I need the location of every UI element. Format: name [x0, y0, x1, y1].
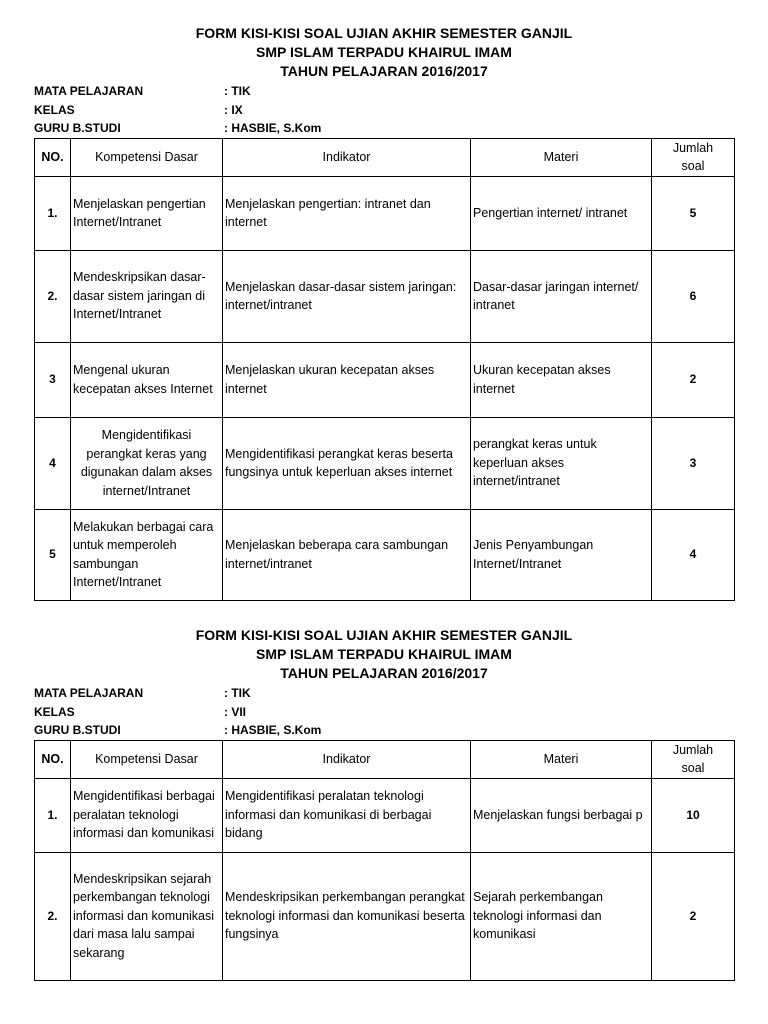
cell-kompetensi-dasar: Melakukan berbagai cara untuk memperoleh sambungan Internet/Intranet	[71, 509, 223, 600]
info-label: MATA PELAJARAN	[34, 84, 144, 98]
cell-indikator: Menjelaskan ukuran kecepatan akses internet	[223, 342, 471, 417]
info-row-teacher	[34, 721, 734, 740]
header-jumlah-line1: Jumlah	[672, 140, 714, 155]
cell-kompetensi-dasar: Mengidentifikasi perangkat keras yang digunakan dalam akses internet/Intranet	[71, 417, 223, 509]
form-section-1	[34, 24, 734, 601]
info-label: GURU B.STUDI	[34, 723, 121, 737]
table-header-row	[35, 138, 735, 176]
cell-materi: Pengertian internet/ intranet	[471, 176, 652, 250]
cell-indikator: Mendeskripsikan perkembangan perangkat teknologi informasi dan komunikasi beserta fungsinya	[223, 852, 471, 980]
cell-no: 1.	[35, 176, 71, 250]
header-kompetensi-dasar: Kompetensi Dasar	[71, 138, 223, 176]
cell-kompetensi-dasar: Mendeskripsikan dasar-dasar sistem jaringan di Internet/Intranet	[71, 250, 223, 342]
cell-kompetensi-dasar: Mengenal ukuran kecepatan akses Internet	[71, 342, 223, 417]
cell-no: 2.	[35, 852, 71, 980]
cell-indikator: Mengidentifikasi perangkat keras beserta fungsinya untuk keperluan akses internet	[223, 417, 471, 509]
header-indikator: Indikator	[223, 138, 471, 176]
header-no: NO.	[35, 138, 71, 176]
info-block	[34, 82, 734, 138]
header-jumlah-line2: soal	[681, 761, 705, 775]
cell-indikator: Mengidentifikasi peralatan teknologi informasi dan komunikasi di berbagai bidang	[223, 778, 471, 852]
cell-jumlah: 2	[652, 342, 735, 417]
table-row	[35, 176, 735, 250]
cell-no: 1.	[35, 778, 71, 852]
table-row	[35, 852, 735, 980]
cell-materi: Dasar-dasar jaringan internet/ intranet	[471, 250, 652, 342]
form-title: FORM KISI-KISI SOAL UJIAN AKHIR SEMESTER GANJIL	[195, 25, 573, 41]
info-label: KELAS	[34, 102, 75, 117]
info-row-class	[34, 101, 734, 120]
info-value: : HASBIE, S.Kom	[224, 723, 322, 737]
table-row	[35, 509, 735, 600]
cell-materi: Sejarah perkembangan teknologi informasi dan komunikasi	[471, 852, 652, 980]
form-title-block	[34, 24, 734, 81]
cell-indikator: Menjelaskan pengertian: intranet dan internet	[223, 176, 471, 250]
info-label: MATA PELAJARAN	[34, 686, 144, 700]
cell-kompetensi-dasar: Mendeskripsikan sejarah perkembangan teknologi informasi dan komunikasi dari masa lalu sampai sekarang	[71, 852, 223, 980]
cell-jumlah: 5	[652, 176, 735, 250]
info-value: : HASBIE, S.Kom	[224, 121, 322, 135]
table-row	[35, 417, 735, 509]
cell-jumlah: 4	[652, 509, 735, 600]
header-kompetensi-dasar: Kompetensi Dasar	[71, 740, 223, 778]
info-value: : TIK	[224, 84, 251, 98]
cell-kompetensi-dasar: Menjelaskan pengertian Internet/Intranet	[71, 176, 223, 250]
cell-no: 5	[35, 509, 71, 600]
header-jumlah-line2: soal	[681, 159, 705, 173]
info-row-subject	[34, 82, 734, 101]
academic-year: TAHUN PELAJARAN 2016/2017	[280, 63, 488, 79]
form-title: FORM KISI-KISI SOAL UJIAN AKHIR SEMESTER GANJIL	[195, 627, 573, 643]
cell-indikator: Menjelaskan dasar-dasar sistem jaringan: internet/intranet	[223, 250, 471, 342]
info-row-class	[34, 703, 734, 722]
cell-no: 2.	[35, 250, 71, 342]
cell-jumlah: 2	[652, 852, 735, 980]
header-no: NO.	[35, 740, 71, 778]
info-row-subject	[34, 684, 734, 703]
cell-jumlah: 6	[652, 250, 735, 342]
cell-materi: Jenis Penyambungan Internet/Intranet	[471, 509, 652, 600]
cell-no: 3	[35, 342, 71, 417]
cell-materi: perangkat keras untuk keperluan akses internet/intranet	[471, 417, 652, 509]
school-name: SMP ISLAM TERPADU KHAIRUL IMAM	[256, 44, 512, 60]
table-row	[35, 250, 735, 342]
info-row-teacher	[34, 119, 734, 138]
kisi-kisi-table	[34, 138, 735, 601]
table-header-row	[35, 740, 735, 778]
info-value: : VII	[224, 704, 247, 719]
info-value: : TIK	[224, 686, 251, 700]
form-title-block	[34, 626, 734, 683]
table-row	[35, 778, 735, 852]
header-jumlah-line1: Jumlah	[672, 742, 714, 757]
info-label: KELAS	[34, 704, 75, 719]
table-row	[35, 342, 735, 417]
cell-materi: Menjelaskan fungsi berbagai p	[471, 778, 652, 852]
header-materi: Materi	[471, 138, 652, 176]
cell-jumlah: 10	[652, 778, 735, 852]
info-label: GURU B.STUDI	[34, 121, 121, 135]
header-jumlah-soal	[652, 138, 735, 176]
kisi-kisi-table	[34, 740, 735, 981]
cell-indikator: Menjelaskan beberapa cara sambungan internet/intranet	[223, 509, 471, 600]
cell-jumlah: 3	[652, 417, 735, 509]
cell-materi: Ukuran kecepatan akses internet	[471, 342, 652, 417]
header-jumlah-soal	[652, 740, 735, 778]
info-value: : IX	[224, 102, 243, 117]
cell-kompetensi-dasar: Mengidentifikasi berbagai peralatan teknologi informasi dan komunikasi	[71, 778, 223, 852]
school-name: SMP ISLAM TERPADU KHAIRUL IMAM	[256, 646, 512, 662]
form-section-2	[34, 626, 734, 981]
info-block	[34, 684, 734, 740]
header-materi: Materi	[471, 740, 652, 778]
academic-year: TAHUN PELAJARAN 2016/2017	[280, 665, 488, 681]
header-indikator: Indikator	[223, 740, 471, 778]
cell-no: 4	[35, 417, 71, 509]
